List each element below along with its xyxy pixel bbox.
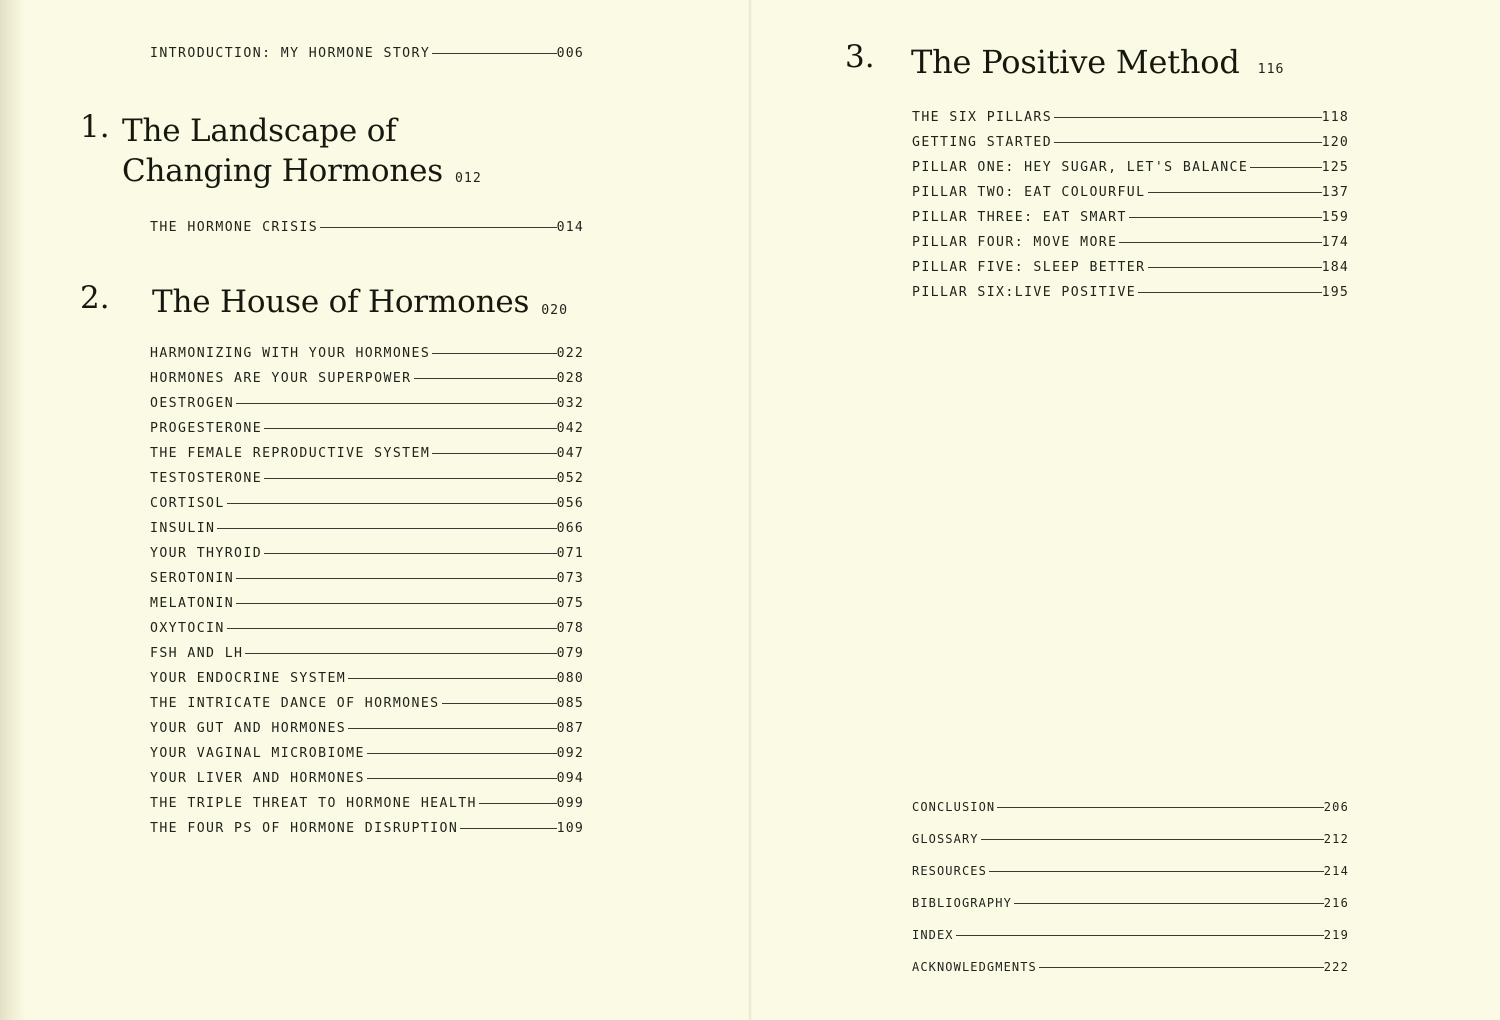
chapter-page: 012 [454, 171, 482, 187]
chapter-number: 3. [845, 39, 875, 75]
chapter-title-wrap [152, 283, 590, 323]
toc-entry-page: 195 [1321, 285, 1349, 300]
toc-entry-label: BIBLIOGRAPHY [912, 896, 1012, 910]
toc-entry-label: RESOURCES [912, 864, 987, 878]
toc-entry-page: 137 [1321, 185, 1349, 200]
chapter-title [122, 112, 443, 191]
toc-row [912, 160, 1349, 175]
toc-entry-page: 092 [556, 746, 584, 761]
leader-line [236, 578, 557, 579]
toc-entry-label: PILLAR FIVE: SLEEP BETTER [912, 260, 1146, 275]
toc-row [912, 832, 1349, 846]
backmatter-entries [912, 800, 1349, 992]
chapter-heading-2 [80, 280, 590, 323]
toc-entry-label: THE TRIPLE THREAT TO HORMONE HEALTH [150, 796, 477, 811]
leader-line [479, 803, 557, 804]
toc-entry-page: 014 [556, 220, 584, 235]
toc-entry-page: 052 [556, 471, 584, 486]
toc-row [150, 346, 584, 361]
toc-entry-label: PILLAR FOUR: MOVE MORE [912, 235, 1118, 250]
leader-line [264, 553, 557, 554]
toc-entry-label: YOUR THYROID [150, 546, 263, 561]
toc-entry-label: OESTROGEN [150, 396, 235, 411]
leader-line [1054, 142, 1321, 143]
toc-row [150, 621, 584, 636]
leader-line [245, 653, 556, 654]
leader-line [1119, 242, 1321, 243]
leader-line [1054, 117, 1321, 118]
leader-line [236, 403, 557, 404]
toc-entry-label: CONCLUSION [912, 800, 996, 814]
leader-line [432, 53, 556, 54]
chapter-number: 2. [80, 280, 110, 316]
toc-entry-page: 028 [556, 371, 584, 386]
toc-row [150, 721, 584, 736]
toc-row [150, 696, 584, 711]
toc-entry-label: INDEX [912, 928, 954, 942]
toc-entry-label: THE SIX PILLARS [912, 110, 1053, 125]
toc-row [150, 546, 584, 561]
toc-entry-page: 174 [1321, 235, 1349, 250]
chapter-title-wrap [911, 42, 1365, 83]
chapter-title-line-1: The Landscape of [122, 113, 397, 149]
toc-entry-page: 066 [556, 521, 584, 536]
leader-line [432, 353, 556, 354]
leader-line [348, 678, 556, 679]
toc-row [150, 46, 584, 61]
leader-line [217, 528, 556, 529]
leader-line [1148, 267, 1322, 268]
left-page-edge-shadow [0, 0, 26, 1020]
toc-entry-label: ACKNOWLEDGMENTS [912, 960, 1037, 974]
leader-line [320, 227, 556, 228]
toc-entry-label: MELATONIN [150, 596, 235, 611]
toc-entry-label: GETTING STARTED [912, 135, 1053, 150]
toc-row [912, 896, 1349, 910]
toc-entry-page: 056 [556, 496, 584, 511]
toc-row [150, 446, 584, 461]
toc-entry-label: YOUR LIVER AND HORMONES [150, 771, 365, 786]
leader-line [367, 778, 557, 779]
leader-line [1129, 217, 1322, 218]
toc-entry-page: 047 [556, 446, 584, 461]
leader-line [1138, 292, 1321, 293]
chapter-page: 020 [541, 302, 569, 318]
toc-entry-page: 099 [556, 796, 584, 811]
chapter-number: 1. [80, 109, 110, 145]
toc-entry-label: THE FEMALE REPRODUCTIVE SYSTEM [150, 446, 431, 461]
toc-entry-label: PILLAR SIX:LIVE POSITIVE [912, 285, 1137, 300]
toc-entry-label: THE FOUR PS OF HORMONE DISRUPTION [150, 821, 459, 836]
toc-entry-label: PILLAR ONE: HEY SUGAR, LET'S BALANCE [912, 160, 1249, 175]
toc-row [912, 135, 1349, 150]
chapter-title-line-2: Changing Hormones [122, 152, 443, 189]
toc-row [150, 671, 584, 686]
leader-line [348, 728, 556, 729]
toc-entry-page: 085 [556, 696, 584, 711]
toc-row [150, 796, 584, 811]
toc-entry-label: PROGESTERONE [150, 421, 263, 436]
toc-entry-label: GLOSSARY [912, 832, 979, 846]
toc-entry-page: 118 [1321, 110, 1349, 125]
toc-entry-page: 073 [556, 571, 584, 586]
toc-row [150, 571, 584, 586]
leader-line [1014, 903, 1324, 904]
toc-entry-label: INTRODUCTION: MY HORMONE STORY [150, 46, 431, 61]
toc-row [912, 864, 1349, 878]
toc-entry-label: THE HORMONE CRISIS [150, 220, 319, 235]
toc-entry-label: YOUR VAGINAL MICROBIOME [150, 746, 365, 761]
toc-entry-label: THE INTRICATE DANCE OF HORMONES [150, 696, 440, 711]
toc-entry-page: 219 [1323, 928, 1349, 942]
leader-line [264, 478, 557, 479]
toc-entry-label: SEROTONIN [150, 571, 235, 586]
toc-entry-label: YOUR GUT AND HORMONES [150, 721, 347, 736]
toc-row [912, 928, 1349, 942]
toc-row [912, 800, 1349, 814]
toc-entry-page: 212 [1323, 832, 1349, 846]
toc-entry-page: 206 [1323, 800, 1349, 814]
toc-entry-label: TESTOSTERONE [150, 471, 263, 486]
chapter-heading-3 [845, 39, 1365, 83]
leader-line [1148, 192, 1322, 193]
chapter-title-wrap [122, 112, 590, 191]
toc-row [150, 821, 584, 836]
toc-row [150, 746, 584, 761]
toc-entry-label: OXYTOCIN [150, 621, 225, 636]
chapter-3-entries [912, 110, 1349, 310]
chapter-title: The Positive Method [911, 43, 1240, 81]
toc-row [150, 421, 584, 436]
leader-line [460, 828, 556, 829]
toc-entry-page: 214 [1323, 864, 1349, 878]
leader-line [1250, 167, 1321, 168]
chapter-heading-1 [80, 109, 590, 191]
toc-entry-label: PILLAR THREE: EAT SMART [912, 210, 1127, 225]
chapter-2-entries [150, 346, 584, 846]
toc-entry-page: 078 [556, 621, 584, 636]
toc-entry-page: 006 [556, 46, 584, 61]
toc-entry-page: 125 [1321, 160, 1349, 175]
toc-entry-page: 079 [556, 646, 584, 661]
toc-row [150, 521, 584, 536]
toc-entry-page: 094 [556, 771, 584, 786]
toc-entry-page: 120 [1321, 135, 1349, 150]
leader-line [1039, 967, 1324, 968]
book-spine [748, 0, 752, 1020]
toc-row [912, 110, 1349, 125]
leader-line [989, 871, 1324, 872]
toc-row [150, 220, 584, 235]
toc-row [912, 260, 1349, 275]
toc-row [912, 185, 1349, 200]
toc-entry-page: 216 [1323, 896, 1349, 910]
toc-row [150, 396, 584, 411]
leader-line [264, 428, 557, 429]
leader-line [414, 378, 557, 379]
toc-row [912, 960, 1349, 974]
toc-entry-label: INSULIN [150, 521, 216, 536]
toc-entry-label: YOUR ENDOCRINE SYSTEM [150, 671, 347, 686]
leader-line [236, 603, 557, 604]
toc-entry-page: 222 [1323, 960, 1349, 974]
toc-row [150, 496, 584, 511]
toc-entry-page: 159 [1321, 210, 1349, 225]
leader-line [956, 935, 1324, 936]
leader-line [432, 453, 556, 454]
leader-line [227, 628, 557, 629]
toc-entry-page: 080 [556, 671, 584, 686]
chapter-1-entries [150, 220, 584, 245]
toc-row [912, 285, 1349, 300]
toc-entry-page: 184 [1321, 260, 1349, 275]
toc-entry-page: 032 [556, 396, 584, 411]
toc-entry-label: HORMONES ARE YOUR SUPERPOWER [150, 371, 412, 386]
toc-entry-label: HARMONIZING WITH YOUR HORMONES [150, 346, 431, 361]
leader-line [997, 807, 1323, 808]
toc-entry-page: 022 [556, 346, 584, 361]
intro-entry [150, 46, 584, 71]
toc-row [150, 646, 584, 661]
toc-row [150, 471, 584, 486]
toc-entry-page: 109 [556, 821, 584, 836]
toc-entry-label: PILLAR TWO: EAT COLOURFUL [912, 185, 1146, 200]
toc-row [150, 596, 584, 611]
toc-row [150, 771, 584, 786]
toc-entry-page: 071 [556, 546, 584, 561]
chapter-title: The House of Hormones [152, 284, 530, 320]
toc-row [150, 371, 584, 386]
toc-row [912, 210, 1349, 225]
toc-entry-page: 042 [556, 421, 584, 436]
leader-line [227, 503, 557, 504]
toc-entry-page: 075 [556, 596, 584, 611]
toc-row [912, 235, 1349, 250]
leader-line [442, 703, 557, 704]
toc-entry-page: 087 [556, 721, 584, 736]
toc-entry-label: CORTISOL [150, 496, 225, 511]
chapter-page: 116 [1257, 61, 1285, 77]
toc-entry-label: FSH AND LH [150, 646, 244, 661]
leader-line [367, 753, 557, 754]
leader-line [981, 839, 1324, 840]
